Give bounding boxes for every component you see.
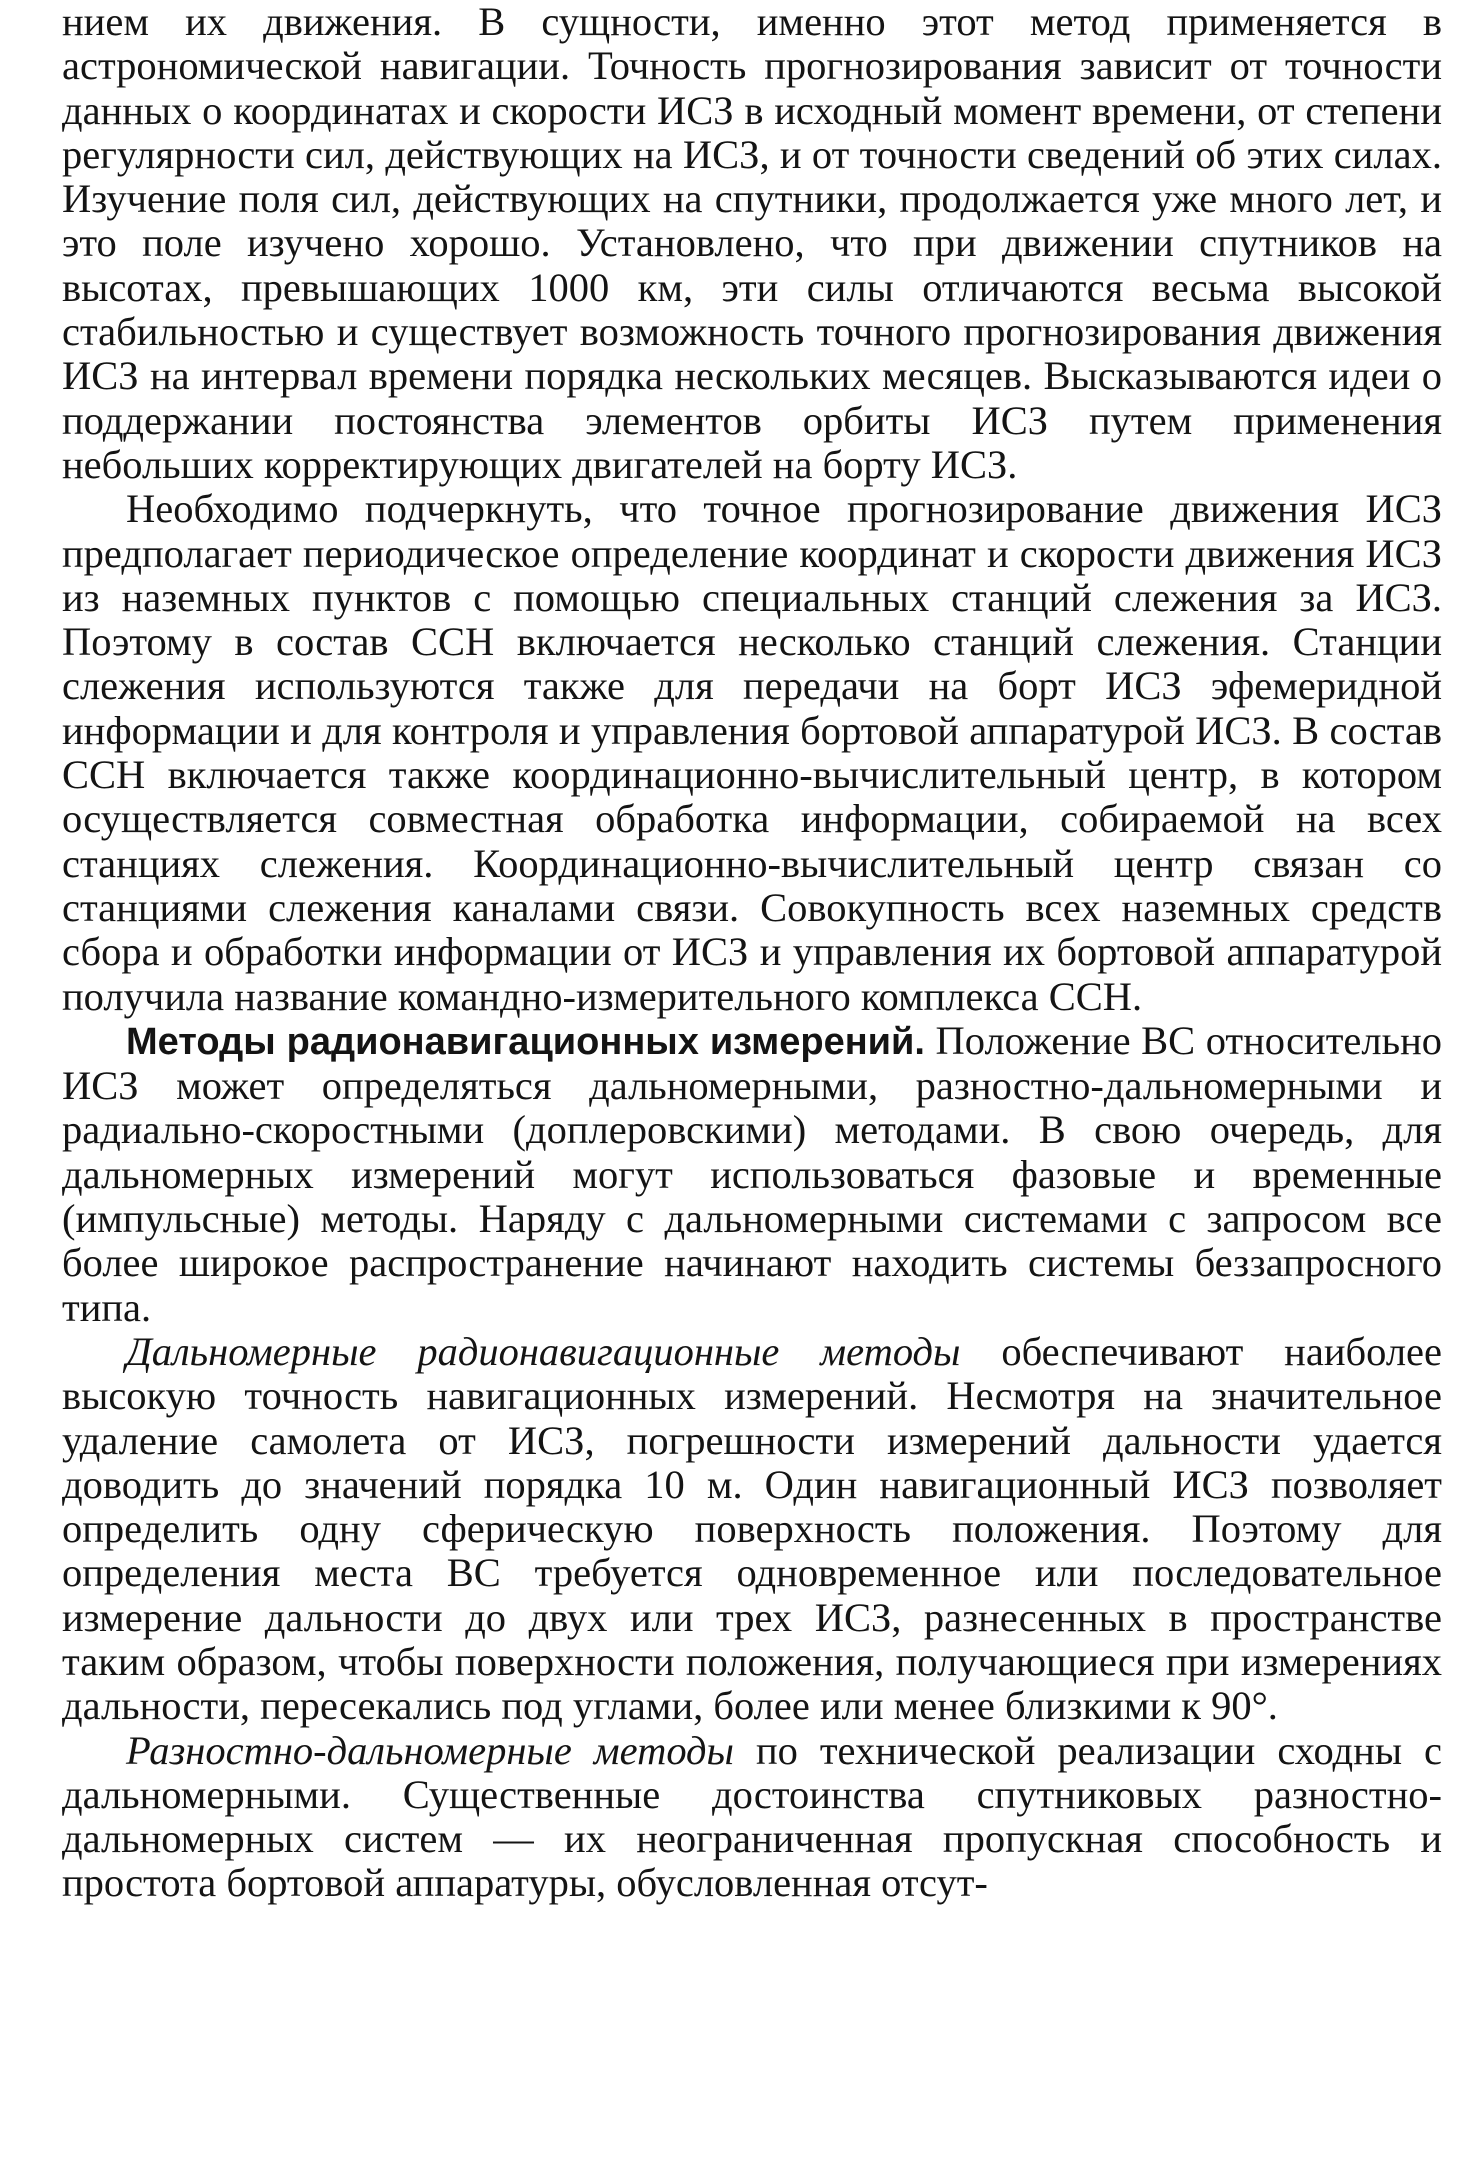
paragraph-text: по технической реализации сходны с дальномерными. Существенные достоинства спутниковых разностно-дальномерных систем — их неограниченная пропускная способность и простота бортовой аппаратуры, обусловленная отсут- — [62, 1727, 1442, 1906]
paragraph-range-methods — [62, 1330, 1442, 1729]
paragraph-text: Положение ВС относительно ИСЗ может определяться дальномерными, разностно-дальномерными и радиально-скоростными (доплеровскими) методами. В свою очередь, для дальномерных измерений могут использоваться фазовые и временные (импульсные) методы. Наряду с дальномерными системами с запросом все более широкое распространение начинают находить системы беззапросного типа. — [62, 1017, 1442, 1330]
paragraph-tracking-stations — [62, 487, 1442, 1019]
paragraph-text: обеспечивают наиболее высокую точность навигационных измерений. Несмотря на значительное удаление самолета от ИСЗ, погрешности измерений дальности удается доводить до значений порядка 10 м. Один навигационный ИСЗ позволяет определить одну сферическую поверхность положения. Поэтому для определения места ВС требуется одновременное или последовательное измерение дальности до двух или трех ИСЗ, разнесенных в пространстве таким образом, чтобы поверхности положения, получающиеся при измерениях дальности, пересекались под углами, более или менее близкими к 90°. — [62, 1328, 1442, 1729]
paragraph-orbit-prediction — [62, 0, 1442, 487]
paragraph-text: Необходимо подчеркнуть, что точное прогнозирование движения ИСЗ предполагает периодическое определение координат и скорости движения ИСЗ из наземных пунктов с помощью специальных станций слежения за ИСЗ. Поэтому в состав ССН включается несколько станций слежения. Станции слежения используются также для передачи на борт ИСЗ эфемеридной информации и для контроля и управления бортовой аппаратурой ИСЗ. В состав ССН включается также координационно-вычислительный центр, в котором осуществляется совместная обработка информации, собираемой на всех станциях слежения. Координационно-вычислительный центр связан со станциями слежения каналами связи. Совокупность всех наземных средств сбора и обработки информации от ИСЗ и управления их бортовой аппаратурой получила название командно-измерительного комплекса ССН. — [62, 486, 1442, 1019]
paragraph-measurement-methods — [62, 1019, 1442, 1330]
italic-term: Разностно-дальномерные методы — [126, 1727, 734, 1773]
italic-term: Дальномерные радионавигационные методы — [126, 1328, 961, 1374]
paragraph-text: нием их движения. В сущности, именно этот метод применяется в астрономической навигации. Точность прогнозирования зависит от точности данных о координатах и скорости ИСЗ в исходный момент времени, от степени регулярности сил, действующих на ИСЗ, и от точности сведений об этих силах. Изучение поля сил, действующих на спутники, продолжается уже много лет, и это поле изучено хорошо. Установлено, что при движении спутников на высотах, превышающих 1000 км, эти силы отличаются весьма высокой стабильностью и существует возможность точного прогнозирования движения ИСЗ на интервал времени порядка нескольких месяцев. Высказываются идеи о поддержании постоянства элементов орбиты ИСЗ путем применения небольших корректирующих двигателей на борту ИСЗ. — [62, 0, 1442, 487]
paragraph-difference-range-methods — [62, 1729, 1442, 1906]
section-heading: Методы радионавигационных измерений. — [126, 1020, 925, 1063]
document-page — [62, 0, 1442, 2165]
